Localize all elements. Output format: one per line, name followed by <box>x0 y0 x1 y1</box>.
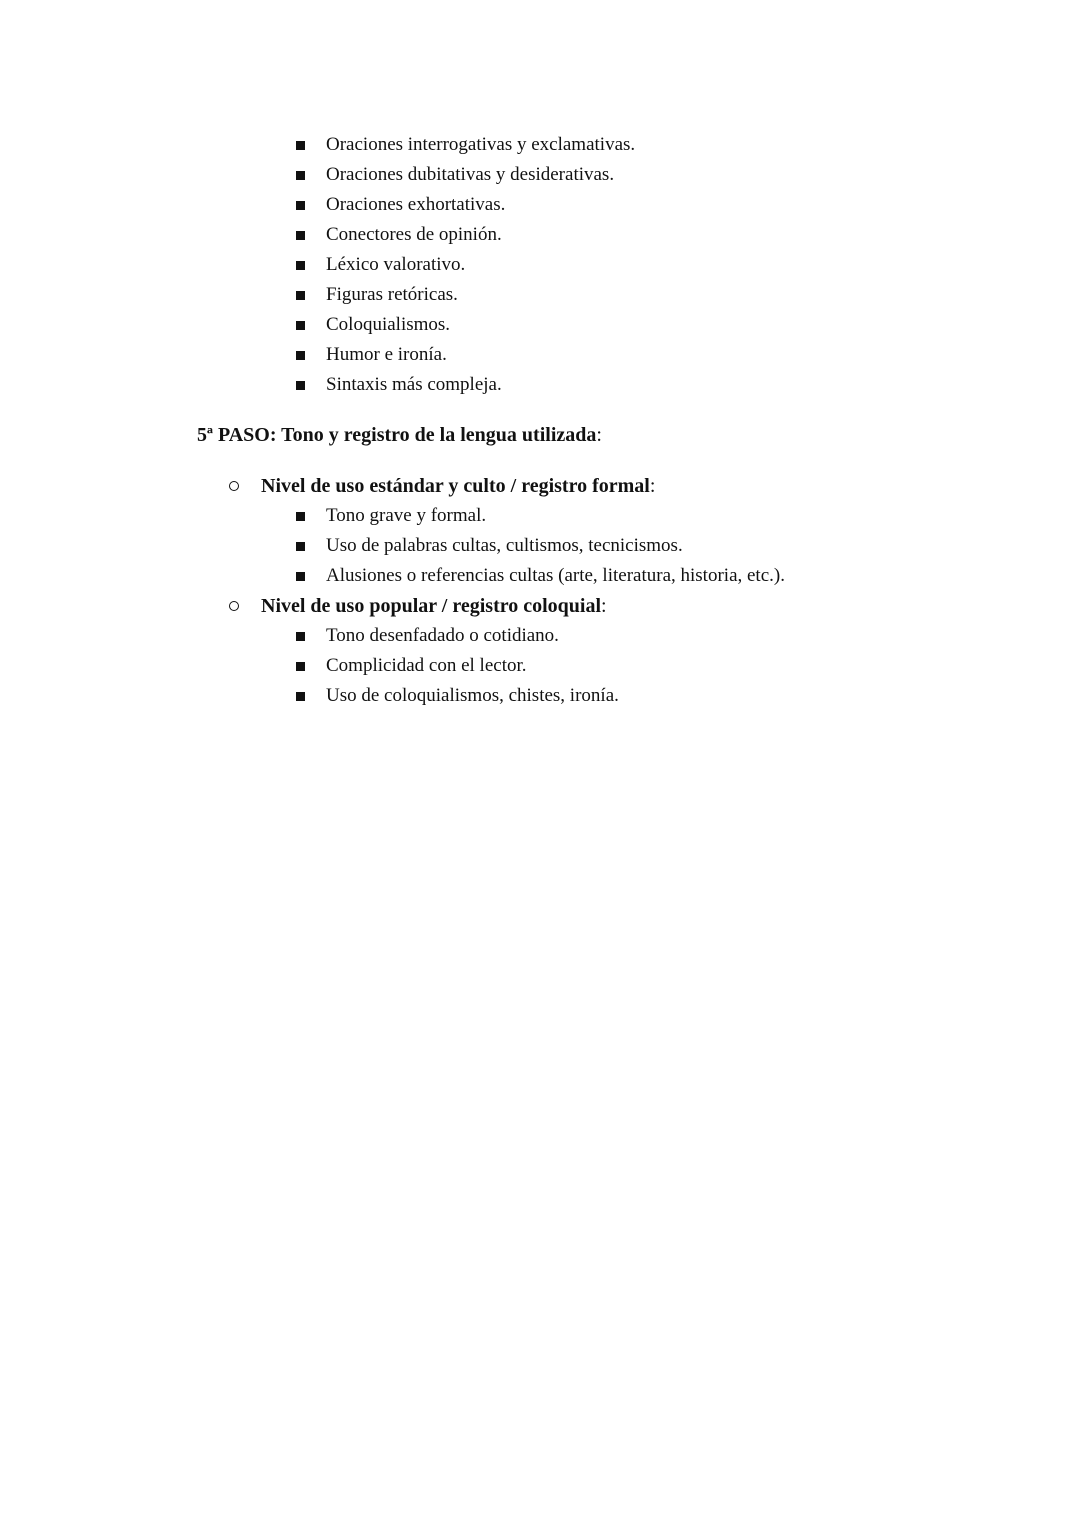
square-bullet-icon <box>296 201 305 210</box>
square-bullet-icon <box>296 542 305 551</box>
square-bullet-icon <box>296 512 305 521</box>
step5-heading-text: 5ª PASO: Tono y registro de la lengua utilizada <box>197 424 597 446</box>
list-item-text: Uso de palabras cultas, cultismos, tecnicismos. <box>326 535 683 556</box>
list-item-text: Humor e ironía. <box>326 344 447 365</box>
list-item-text: Tono grave y formal. <box>326 505 487 526</box>
list-item <box>0 280 1080 310</box>
level-formal-list <box>0 501 1080 591</box>
list-item <box>0 130 1080 160</box>
register-levels <box>0 471 1080 711</box>
level-formal <box>0 471 1080 501</box>
list-item <box>0 340 1080 370</box>
circle-bullet-icon <box>229 481 239 491</box>
list-item-text: Oraciones dubitativas y desiderativas. <box>326 164 615 185</box>
list-item <box>0 370 1080 400</box>
square-bullet-icon <box>296 141 305 150</box>
list-item-text: Tono desenfadado o cotidiano. <box>326 625 559 646</box>
list-item-text: Complicidad con el lector. <box>326 655 527 676</box>
square-bullet-icon <box>296 351 305 360</box>
list-item <box>0 531 1080 561</box>
square-bullet-icon <box>296 572 305 581</box>
list-item <box>0 681 1080 711</box>
list-item <box>0 651 1080 681</box>
square-bullet-icon <box>296 321 305 330</box>
square-bullet-icon <box>296 632 305 641</box>
list-item <box>0 160 1080 190</box>
list-item <box>0 220 1080 250</box>
square-bullet-icon <box>296 381 305 390</box>
step5-heading <box>197 420 602 450</box>
square-bullet-icon <box>296 171 305 180</box>
level-colloquial-label: Nivel de uso popular / registro coloquial <box>261 595 602 617</box>
list-item-text: Coloquialismos. <box>326 314 451 335</box>
square-bullet-icon <box>296 261 305 270</box>
list-item <box>0 250 1080 280</box>
features-list <box>0 130 1080 400</box>
square-bullet-icon <box>296 231 305 240</box>
square-bullet-icon <box>296 662 305 671</box>
list-item-text: Léxico valorativo. <box>326 254 466 275</box>
list-item <box>0 310 1080 340</box>
list-item-text: Conectores de opinión. <box>326 224 502 245</box>
circle-bullet-icon <box>229 601 239 611</box>
step5-heading-colon: : <box>596 424 602 446</box>
list-item <box>0 501 1080 531</box>
list-item-text: Sintaxis más compleja. <box>326 374 502 395</box>
square-bullet-icon <box>296 291 305 300</box>
list-item-text: Oraciones exhortativas. <box>326 194 506 215</box>
level-colloquial <box>0 591 1080 621</box>
level-formal-colon: : <box>649 475 656 497</box>
level-formal-label: Nivel de uso estándar y culto / registro formal <box>261 475 650 497</box>
list-item-text: Oraciones interrogativas y exclamativas. <box>326 134 636 155</box>
list-item-text: Figuras retóricas. <box>326 284 458 305</box>
list-item <box>0 190 1080 220</box>
list-item-text: Uso de coloquialismos, chistes, ironía. <box>326 685 619 706</box>
level-colloquial-list <box>0 621 1080 711</box>
list-item-text: Alusiones o referencias cultas (arte, literatura, historia, etc.). <box>326 565 785 586</box>
list-item <box>0 621 1080 651</box>
list-item <box>0 561 1080 591</box>
level-colloquial-colon: : <box>601 595 607 617</box>
square-bullet-icon <box>296 692 305 701</box>
